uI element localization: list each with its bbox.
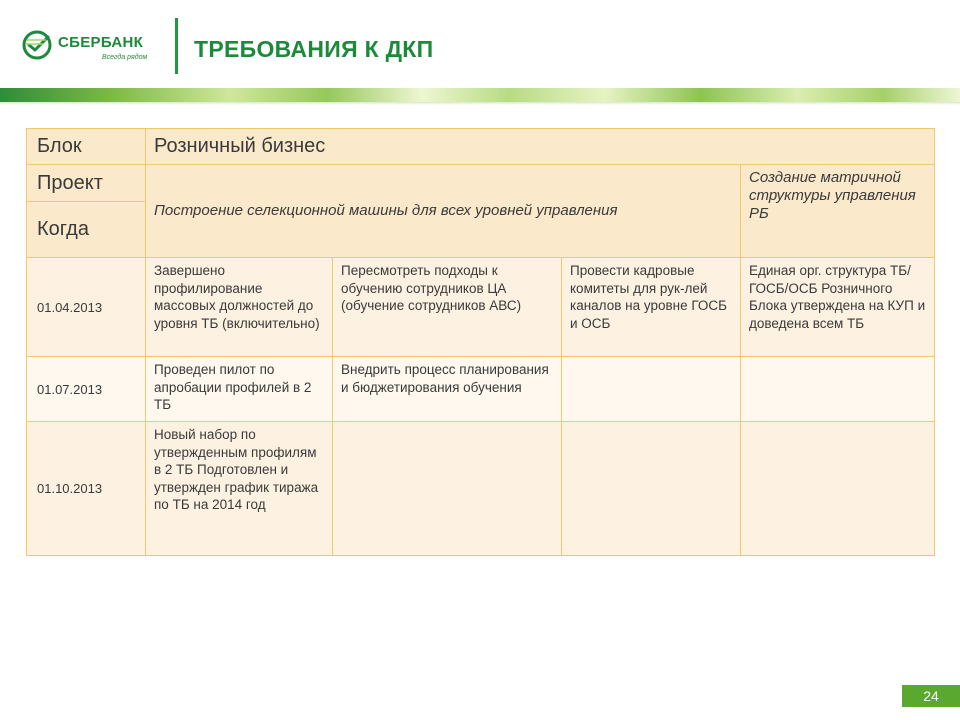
block-row [27, 129, 935, 165]
block-value: Розничный бизнес [146, 129, 935, 165]
table-cell: Завершено профилирование массовых должностей до уровня ТБ (включительно) [146, 258, 333, 357]
table-cell [741, 422, 935, 556]
row-date: 01.04.2013 [27, 258, 146, 357]
project-side: Создание матричной структуры управления РБ [741, 165, 935, 258]
project-main: Построение селекционной машины для всех уровней управления [146, 165, 741, 258]
table-cell [333, 422, 562, 556]
project-label: Проект [27, 165, 146, 202]
table-cell [741, 357, 935, 422]
slide-title: ТРЕБОВАНИЯ К ДКП [194, 36, 434, 62]
block-label: Блок [27, 129, 146, 165]
logo-name: СБЕРБАНК [58, 34, 144, 51]
row-date: 01.07.2013 [27, 357, 146, 422]
table-cell [562, 357, 741, 422]
table-cell: Провести кадровые комитеты для рук-лей каналов на уровне ГОСБ и ОСБ [562, 258, 741, 357]
logo-slogan: Всегда рядом [102, 54, 148, 61]
when-label: Когда [27, 202, 146, 258]
table-cell: Внедрить процесс планирования и бюджетирования обучения [333, 357, 562, 422]
requirements-table [26, 128, 935, 556]
sberbank-logo [22, 28, 162, 72]
page-number: 24 [902, 685, 960, 707]
sberbank-logo-icon [22, 30, 52, 60]
table-cell: Пересмотреть подходы к обучению сотрудников ЦА (обучение сотрудников АВС) [333, 258, 562, 357]
title-divider [175, 18, 178, 74]
table-cell: Проведен пилот по апробации профилей в 2 ТБ [146, 357, 333, 422]
row-date: 01.10.2013 [27, 422, 146, 556]
table-row [27, 258, 935, 357]
table-row [27, 357, 935, 422]
table-cell: Новый набор по утвержденным профилям в 2 ТБ Подготовлен и утвержден график тиража по ТБ на 2014 год [146, 422, 333, 556]
table-row [27, 422, 935, 556]
table-cell [562, 422, 741, 556]
table-cell: Единая орг. структура ТБ/ГОСБ/ОСБ Розничного Блока утверждена на КУП и доведена всем ТБ [741, 258, 935, 357]
project-row [27, 165, 935, 202]
decorative-green-band [0, 88, 960, 102]
